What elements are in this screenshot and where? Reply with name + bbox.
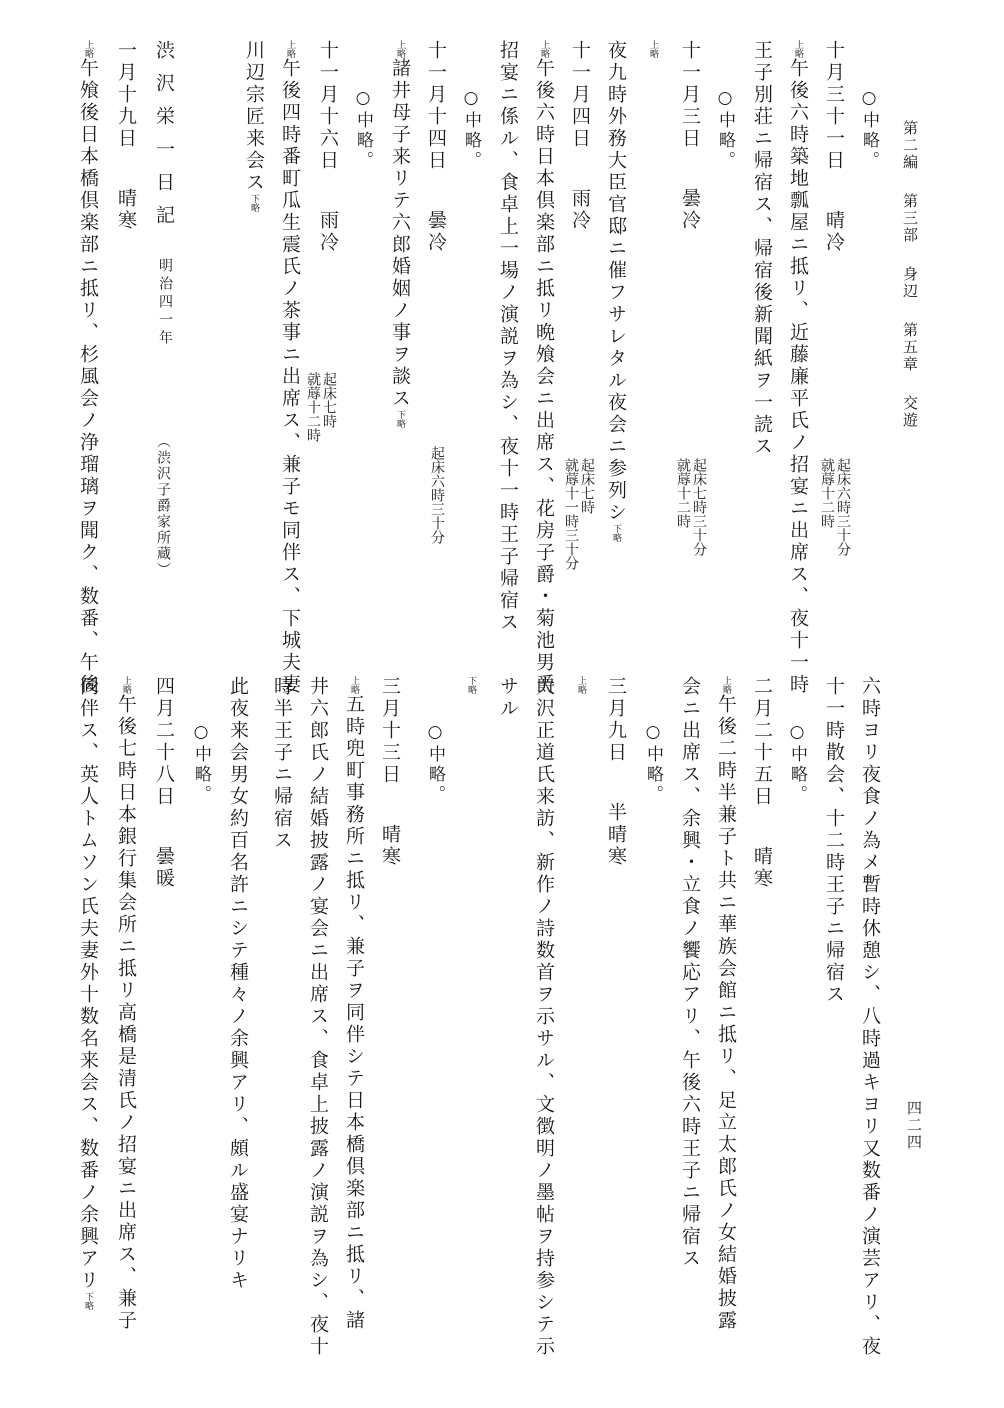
below-omitted-mark: 下略 [83,1292,93,1310]
omission-mark: ○中略。 [353,88,373,171]
header-bu: 第三部 [901,193,919,244]
entry-weather: 晴冷 [823,210,845,254]
above-omitted-mark: 上略 [576,676,586,694]
entry-date: 十月三十一日 [823,40,845,172]
entry-body-line: サル [497,676,519,720]
entry-body-line: 上略午後六時日本倶楽部ニ抵リ晩飧会ニ出席ス、花房子爵・菊池男爵 [533,40,555,696]
entry-body-line: 川辺宗匠来会ス下略 [243,40,265,212]
entry-body-line: 井六郎氏ノ結婚披露ノ宴会ニ出席ス、食卓上披露ノ演説ヲ為シ、夜十 [307,676,329,1358]
above-omitted-mark: 上略 [648,40,658,58]
wake-time: 起床六時三十分 [835,458,851,556]
entry-body-line: 夜九時外務大臣官邸ニ催フサレタル夜会ニ参列シ下略 [605,40,627,542]
entry-body-line: 十一時散会、十二時王子ニ帰宿ス [823,676,845,1006]
wake-time: 起床七時三十分 [691,458,707,556]
entry-date-nov16: 十一月十六日雨冷 [317,40,339,254]
entry-body-line: 大沢正道氏来訪、新作ノ詩数首ヲ示サル、文徴明ノ墨帖ヲ持参シテ示 [533,676,555,1358]
diary-year: 明治四一年 [157,258,173,348]
sleep-time: 就蓐十一時三十分 [563,458,579,570]
header-section: 身辺 [901,266,919,300]
entry-date-mar13: 三月十三日晴寒 [379,676,401,868]
below-omitted-mark: 下略 [249,194,259,212]
running-header [902,120,917,429]
above-omitted-mark: 上略 [121,676,131,694]
entry-date-mar9: 三月九日半晴寒 [605,676,627,868]
entry-body-line: 上略午後二時半兼子ト共ニ華族会館ニ抵リ、足立太郎氏ノ女結婚披露 [715,676,737,1332]
wake-time: 起床六時三十分 [429,446,445,544]
entry-date-oct31 [824,40,843,254]
entry-date-apr28: 四月二十八日曇暖 [153,676,175,890]
entry-body-line: 王子別荘ニ帰宿ス、帰宿後新聞紙ヲ一読ス [751,40,773,458]
entry-body-line: 上略午後四時番町瓜生震氏ノ茶事ニ出席ス、兼子モ同伴ス、下城夫妻 [279,40,301,696]
omission-mark: ○中略。 [191,722,211,805]
entry-body-line: 上略午飧後日本橋倶楽部ニ抵リ、杉風会ノ浄瑠璃ヲ聞ク、数番、午後 [77,40,99,696]
entry-date-nov3: 十一月三日曇冷 [679,40,701,232]
entry-date-jan19: 一月十九日晴寒 [115,40,137,232]
above-omitted-mark: 上略 [395,40,405,58]
entry-body-line: 上略五時兜町事務所ニ抵リ、兼子ヲ同伴シテ日本橋倶楽部ニ抵リ、諸 [343,676,365,1332]
diary-title: 渋沢栄一日記 [153,40,175,238]
sleep-time: 就蓐十二時 [675,458,691,528]
sleep-time: 就蓐十二時 [305,372,321,442]
below-omitted-mark: 下略 [395,410,405,428]
entry-body-line: 上略午後七時日本銀行集会所ニ抵リ高橋是清氏ノ招宴ニ出席ス、兼子 [115,676,137,1332]
entry-date-nov4: 十一月四日雨冷 [569,40,591,232]
entry-body-line: 六時ヨリ夜食ノ為メ暫時休憩シ、八時過キヨリ又数番ノ演芸アリ、夜 [859,676,881,1358]
omission-mark: ○中略。 [643,722,663,805]
page-number: 四二四 [905,1100,923,1151]
entry-body-line: 招宴ニ係ル、食卓上一場ノ演説ヲ為シ、夜十一時王子帰宿ス [497,40,519,634]
above-omitted-mark: 上略 [539,40,549,58]
omission-mark: ○中略。 [787,722,807,805]
below-omitted-mark: 下略 [466,676,476,694]
entry-body-line: 会ニ出席ス、余興・立食ノ饗応アリ、午後六時王子ニ帰宿ス [679,676,701,1270]
above-omitted-mark: 上略 [349,676,359,694]
header-chapter: 第五章 [901,322,919,373]
diary-source: （渋沢子爵家所蔵） [155,434,171,578]
omission-mark: ○中略。 [425,722,445,805]
above-omitted-mark: 上略 [285,40,295,58]
entry-body-line: 上略諸井母子来リテ六郎婚姻ノ事ヲ談ス下略 [389,40,411,428]
entry-body-line: 時半王子ニ帰宿ス [271,676,293,852]
wake-time: 起床七時 [579,458,595,514]
header-hen: 第二編 [901,120,919,171]
above-omitted-mark: 上略 [83,40,93,58]
above-omitted-mark: 上略 [721,676,731,694]
omission-mark: ○中略。 [461,88,481,171]
header-title: 交遊 [901,395,919,429]
entry-body-line: 此夜来会男女約百名許ニシテ種々ノ余興アリ、頗ル盛宴ナリキ [227,676,249,1292]
entry-date-nov14: 十一月十四日曇冷 [425,40,447,254]
omission-mark: ○中略。 [859,88,879,171]
wake-time: 起床七時 [321,372,337,428]
entry-body-line: 同伴ス、英人トムソン氏夫妻外十数名来会ス、数番ノ余興アリ下略 [77,676,99,1310]
above-omitted-mark: 上略 [793,40,803,58]
below-omitted-mark: 下略 [611,524,621,542]
entry-body-line: 上略午後六時築地瓢屋ニ抵リ、近藤廉平氏ノ招宴ニ出席ス、夜十一時 [787,40,809,696]
entry-date-feb25: 二月二十五日晴寒 [751,676,773,890]
omission-mark: ○中略。 [715,88,735,171]
sleep-time: 就蓐十二時 [819,458,835,528]
